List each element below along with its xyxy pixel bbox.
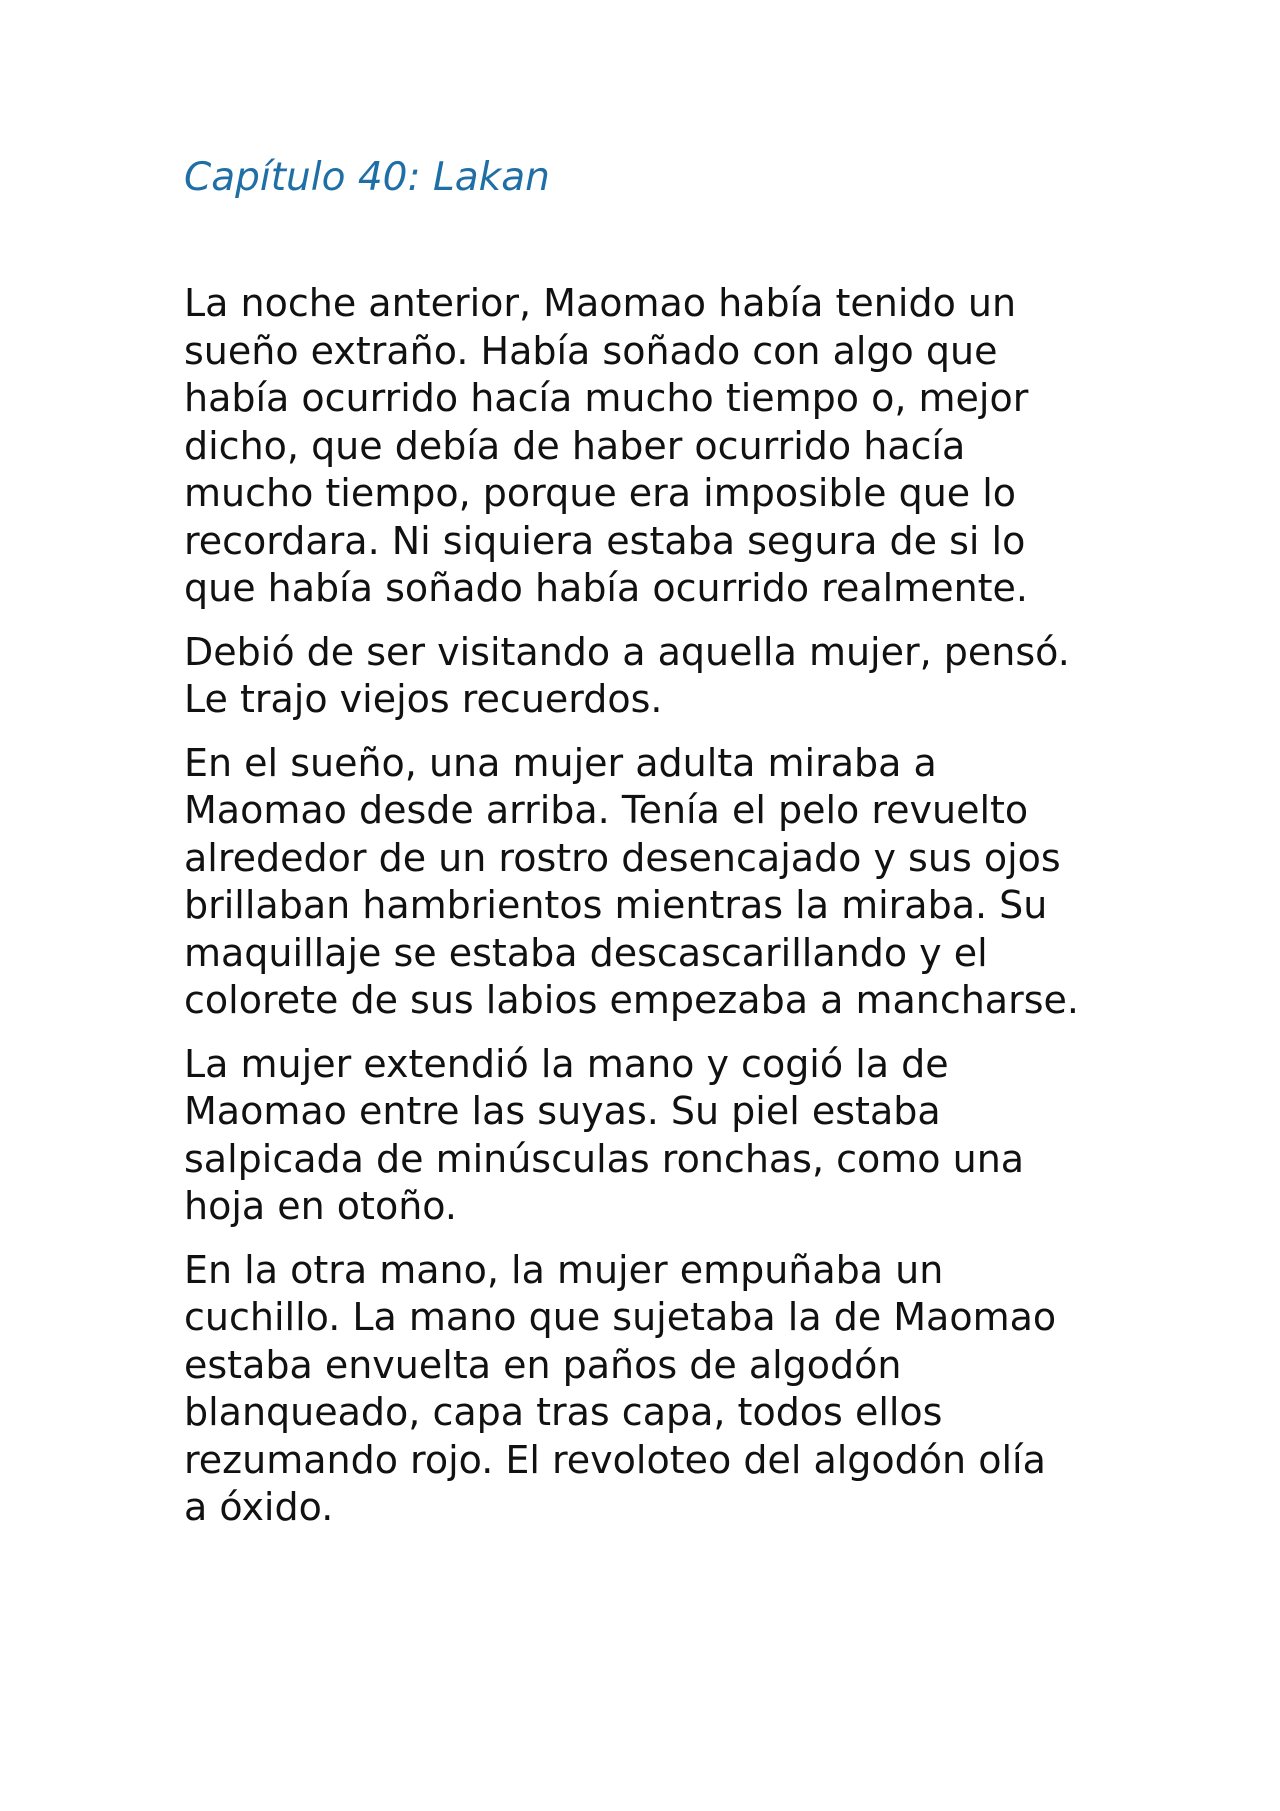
text-line: Debió de ser visitando a aquella mujer, pensó.	[184, 629, 1070, 674]
text-line: había ocurrido hacía mucho tiempo o, mejor	[184, 376, 1029, 420]
text-line: mucho tiempo, porque era imposible que lo	[184, 471, 1017, 515]
text-line: Maomao desde arriba. Tenía el pelo revuelto	[184, 788, 1029, 832]
text-line: Le trajo viejos recuerdos.	[184, 677, 663, 721]
paragraph	[184, 1041, 1124, 1231]
text-line: La noche anterior, Maomao había tenido un	[184, 281, 1017, 325]
text-line: alrededor de un rostro desencajado y sus ojos	[184, 835, 1061, 880]
text-line: colorete de sus labios empezaba a mancharse.	[184, 978, 1079, 1022]
chapter-body	[184, 280, 1124, 1548]
text-line: rezumando rojo. El revoloteo del algodón olía	[184, 1437, 1046, 1482]
text-line: recordara. Ni siquiera estaba segura de si lo	[184, 518, 1026, 563]
text-line: sueño extraño. Había soñado con algo que	[184, 328, 998, 373]
chapter-title: Capítulo 40: Lakan	[184, 155, 550, 200]
text-line: maquillaje se estaba descascarillando y el	[184, 930, 988, 975]
paragraph	[184, 280, 1124, 613]
text-line: En la otra mano, la mujer empuñaba un	[184, 1247, 944, 1292]
text-line: blanqueado, capa tras capa, todos ellos	[184, 1390, 943, 1434]
text-line: cuchillo. La mano que sujetaba la de Maomao	[184, 1295, 1057, 1339]
text-line: salpicada de minúsculas ronchas, como una	[184, 1136, 1025, 1181]
text-line: brillaban hambrientos mientras la miraba. Su	[184, 883, 1048, 927]
paragraph	[184, 1247, 1124, 1532]
text-line: dicho, que debía de haber ocurrido hacía	[184, 423, 966, 468]
text-line: La mujer extendió la mano y cogió la de	[184, 1041, 949, 1086]
text-line: a óxido.	[184, 1485, 334, 1529]
text-line: En el sueño, una mujer adulta miraba a	[184, 740, 937, 785]
paragraph	[184, 629, 1124, 724]
text-line: Maomao entre las suyas. Su piel estaba	[184, 1089, 941, 1133]
text-line: estaba envuelta en paños de algodón	[184, 1342, 902, 1387]
paragraph	[184, 740, 1124, 1025]
text-line: que había soñado había ocurrido realmente.	[184, 566, 1029, 610]
text-line: hoja en otoño.	[184, 1184, 457, 1228]
